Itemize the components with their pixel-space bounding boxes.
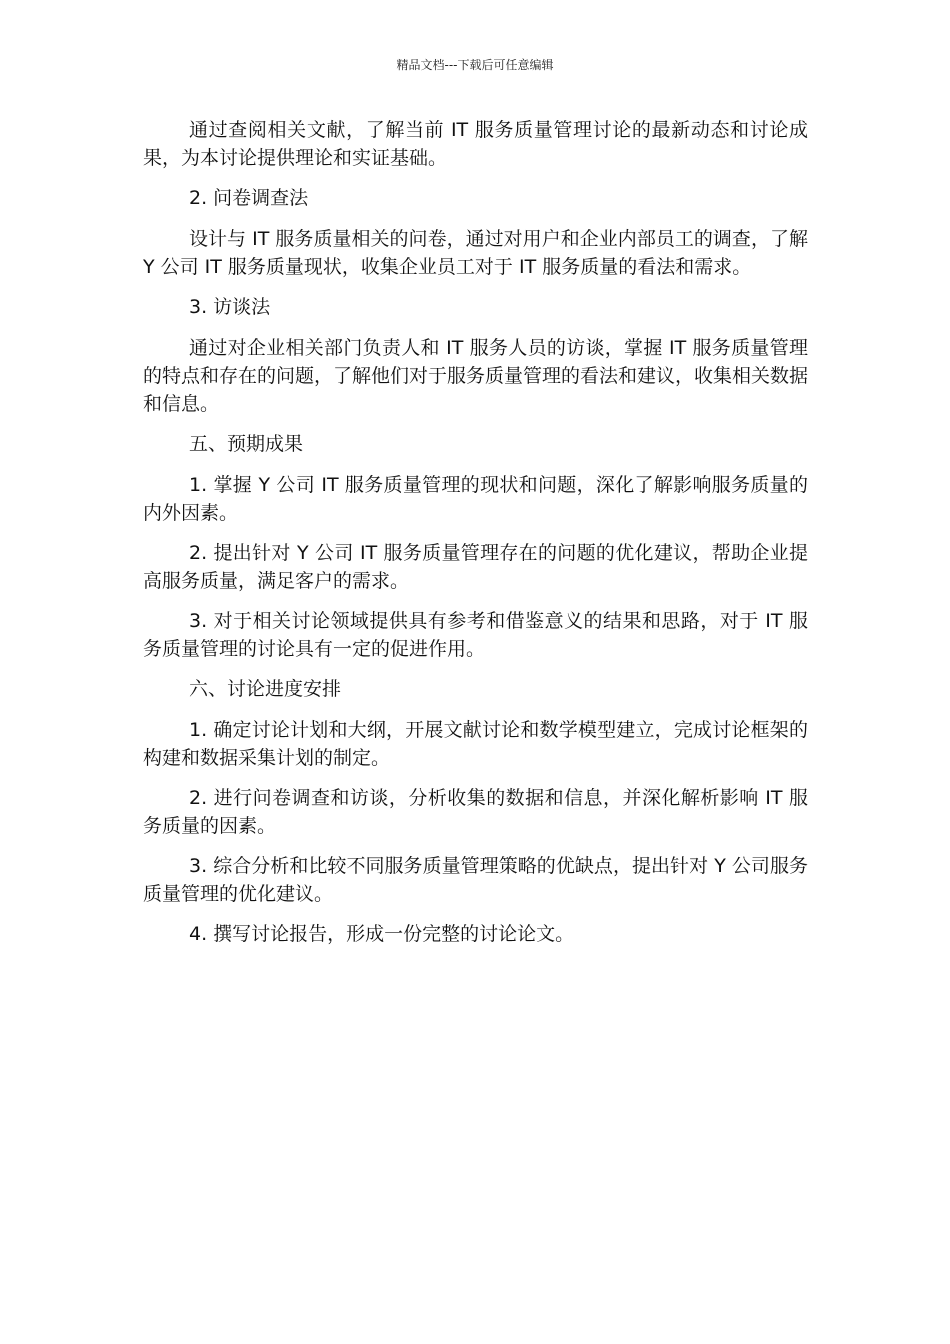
heading-schedule: 六、讨论进度安排 <box>189 678 342 700</box>
paragraph-questionnaire-method: 设计与 IT 服务质量相关的问卷，通过对用户和企业内部员工的调查，了解 Y 公司 IT 服务质量现状，收集企业员工对于 IT 服务质量的看法和需求。 <box>143 228 808 278</box>
paragraph-literature-review: 通过查阅相关文献，了解当前 IT 服务质量管理讨论的最新动态和讨论成果，为本讨论提供理论和实证基础。 <box>143 119 808 169</box>
paragraph-expected-result-1: 1. 掌握 Y 公司 IT 服务质量管理的现状和问题，深化了解影响服务质量的内外因素。 <box>143 474 808 524</box>
paragraph-schedule-4: 4. 撰写讨论报告，形成一份完整的讨论论文。 <box>189 923 575 945</box>
heading-expected-results: 五、预期成果 <box>189 433 304 455</box>
document-body <box>143 116 808 960</box>
page-header: 精品文档---下载后可任意编辑 <box>396 58 554 72</box>
paragraph-schedule-2: 2. 进行问卷调查和访谈，分析收集的数据和信息，并深化解析影响 IT 服务质量的因素。 <box>143 787 808 837</box>
paragraph-expected-result-3: 3. 对于相关讨论领域提供具有参考和借鉴意义的结果和思路，对于 IT 服务质量管理的讨论具有一定的促进作用。 <box>143 610 808 660</box>
heading-interview-method: 3. 访谈法 <box>189 296 271 318</box>
paragraph-expected-result-2: 2. 提出针对 Y 公司 IT 服务质量管理存在的问题的优化建议，帮助企业提高服务质量，满足客户的需求。 <box>143 542 808 592</box>
paragraph-interview-method: 通过对企业相关部门负责人和 IT 服务人员的访谈，掌握 IT 服务质量管理的特点和存在的问题，了解他们对于服务质量管理的看法和建议，收集相关数据和信息。 <box>143 337 809 415</box>
paragraph-schedule-3: 3. 综合分析和比较不同服务质量管理策略的优缺点，提出针对 Y 公司服务质量管理的优化建议。 <box>143 855 808 905</box>
paragraph-schedule-1: 1. 确定讨论计划和大纲，开展文献讨论和数学模型建立，完成讨论框架的构建和数据采集计划的制定。 <box>143 719 808 769</box>
heading-questionnaire-method: 2. 问卷调查法 <box>189 187 309 209</box>
